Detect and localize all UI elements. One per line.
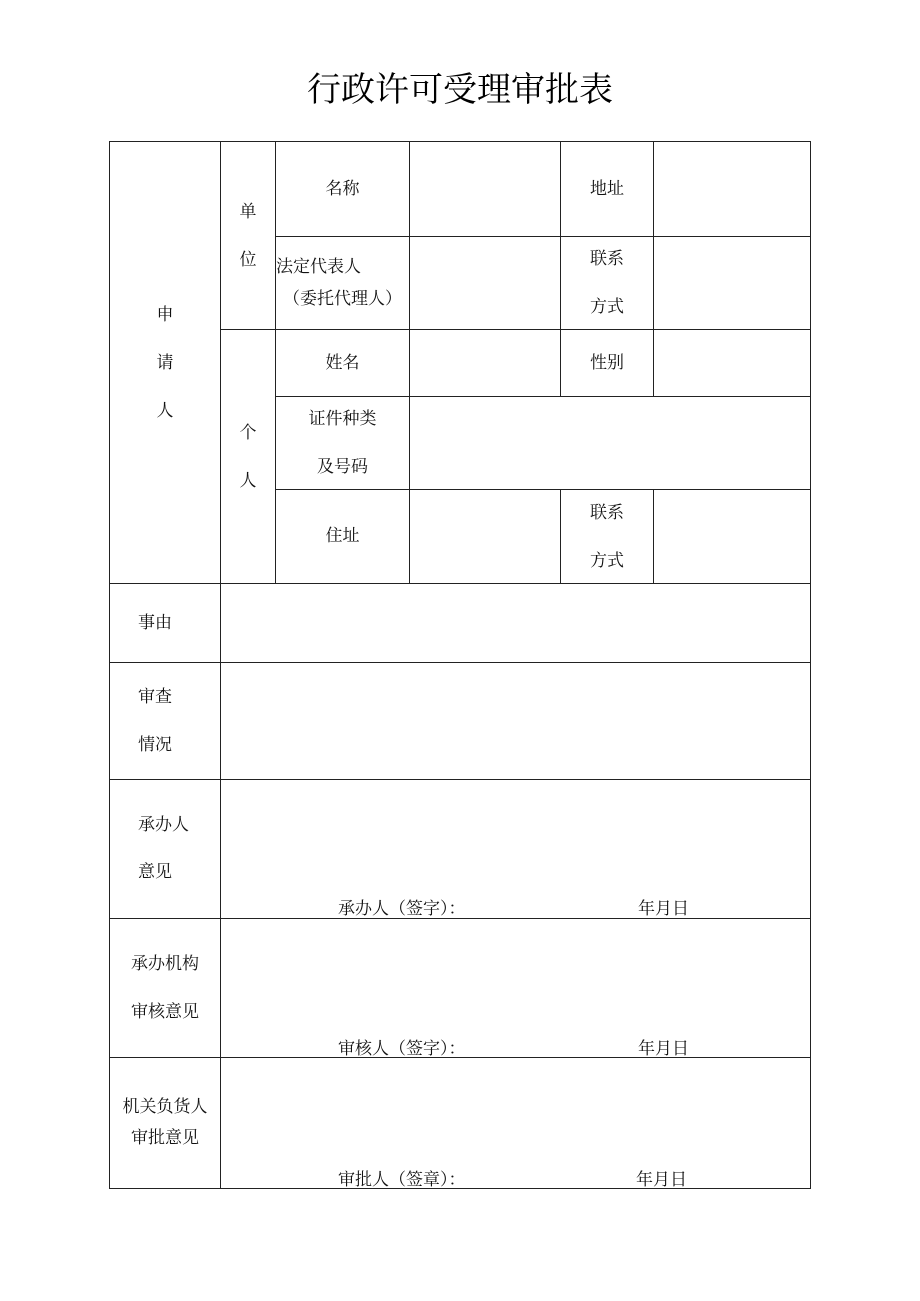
individual-label — [220, 329, 276, 584]
person-contact-label-line2: 方式 — [590, 550, 624, 571]
id-type-label-line2: 及号码 — [317, 457, 368, 477]
person-contact-label — [560, 489, 654, 584]
unit-contact-label — [560, 236, 654, 330]
individual-label-char: 个 — [239, 422, 257, 443]
approver-date-label: 年月日 — [636, 1170, 687, 1190]
legal-rep-field[interactable] — [409, 236, 561, 330]
gender-label: 性别 — [560, 329, 654, 397]
handler-opinion-label-line1: 承办人 — [138, 815, 189, 835]
agency-review-label-line2: 审核意见 — [131, 1002, 199, 1022]
approval-label — [109, 1057, 221, 1189]
person-name-field[interactable] — [409, 329, 561, 397]
approval-label-line1: 机关负货人 — [122, 1097, 208, 1117]
unit-label-char: 位 — [239, 249, 257, 270]
reviewer-date-label: 年月日 — [638, 1039, 689, 1059]
unit-name-label: 名称 — [275, 141, 410, 237]
person-name-label: 姓名 — [275, 329, 410, 397]
page-title: 行政许可受理审批表 — [307, 70, 613, 110]
unit-name-field[interactable] — [409, 141, 561, 237]
review-field[interactable] — [220, 662, 811, 780]
handler-opinion-field[interactable] — [220, 779, 811, 919]
matter-label-text: 事由 — [138, 612, 172, 633]
matter-field[interactable] — [220, 583, 811, 663]
residence-label: 住址 — [275, 489, 410, 584]
unit-contact-label-line1: 联系 — [590, 249, 624, 269]
handler-opinion-label-line2: 意见 — [138, 862, 172, 882]
matter-label — [109, 583, 221, 663]
approver-signature-label: 审批人（签章）： — [338, 1170, 466, 1190]
applicant-label-char: 申 — [156, 304, 174, 325]
approval-field[interactable] — [220, 1057, 811, 1189]
applicant-label-char: 人 — [156, 400, 174, 421]
handler-date-label: 年月日 — [638, 899, 689, 919]
reviewer-signature-label: 审核人（签字）： — [338, 1039, 466, 1059]
legal-rep-label — [275, 236, 410, 330]
id-number-field[interactable] — [409, 396, 811, 490]
residence-field[interactable] — [409, 489, 561, 584]
unit-contact-label-line2: 方式 — [590, 297, 624, 317]
review-label-line1: 审查 — [138, 687, 172, 707]
legal-rep-label-line1: 法定代表人 — [276, 257, 361, 277]
unit-label-char: 单 — [239, 201, 257, 222]
person-contact-field[interactable] — [653, 489, 811, 584]
review-label — [109, 662, 221, 780]
individual-label-char: 人 — [239, 470, 257, 491]
agency-review-field[interactable] — [220, 918, 811, 1058]
unit-address-label: 地址 — [560, 141, 654, 237]
agency-review-label-line1: 承办机构 — [131, 954, 199, 974]
gender-field[interactable] — [653, 329, 811, 397]
unit-address-field[interactable] — [653, 141, 811, 237]
handler-signature-label: 承办人（签字）： — [338, 899, 466, 919]
unit-contact-field[interactable] — [653, 236, 811, 330]
approval-label-line2: 审批意见 — [131, 1128, 199, 1148]
id-type-label — [275, 396, 410, 490]
agency-review-label — [109, 918, 221, 1058]
review-label-line2: 情况 — [138, 735, 172, 755]
id-type-label-line1: 证件种类 — [308, 409, 377, 429]
unit-label — [220, 141, 276, 330]
legal-rep-label-line2: （委托代理人） — [283, 289, 402, 309]
person-contact-label-line1: 联系 — [590, 502, 624, 523]
handler-opinion-label — [109, 779, 221, 919]
applicant-label-char: 请 — [156, 352, 174, 373]
applicant-label — [109, 141, 221, 584]
